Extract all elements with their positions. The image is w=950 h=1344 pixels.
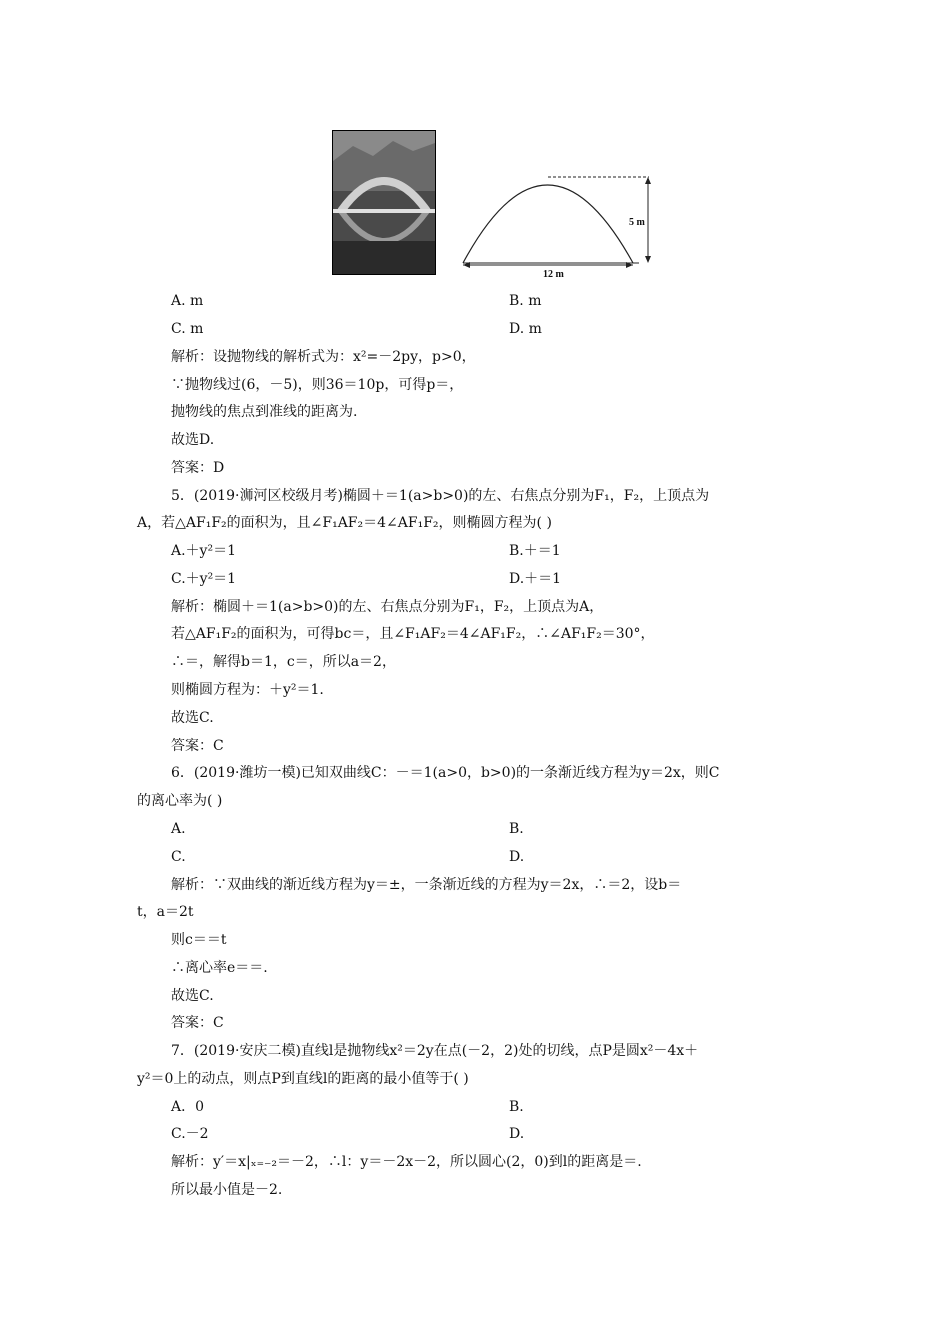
- q5-stem-line-2: A，若△AF₁F₂的面积为，且∠F₁AF₂＝4∠AF₁F₂，则椭圆方程为( ): [137, 515, 552, 531]
- q7-solution-line-1: 解析：y′＝x|ₓ₌₋₂＝－2，∴l：y＝－2x－2，所以圆心(2，0)到l的距离是＝.: [171, 1154, 642, 1170]
- q4-option-d: D. m: [509, 321, 542, 337]
- q6-option-a: A.: [171, 821, 186, 837]
- q4-option-c: C. m: [171, 321, 204, 337]
- q6-option-b: B.: [509, 821, 524, 837]
- q6-solution-line-1: 解析：∵双曲线的渐近线方程为y＝±，一条渐近线的方程为y＝2x，∴＝2，设b＝: [171, 877, 682, 893]
- q5-solution-line-2: 若△AF₁F₂的面积为，可得bc＝，且∠F₁AF₂＝4∠AF₁F₂，∴∠AF₁F₂＝30°，: [171, 626, 655, 642]
- q6-answer: 答案：C: [171, 1015, 224, 1031]
- q5-option-a: A.＋y²＝1: [171, 543, 236, 559]
- q5-option-d: D.＋＝1: [509, 571, 562, 587]
- q4-answer: 答案：D: [171, 460, 225, 476]
- q5-answer: 答案：C: [171, 738, 224, 754]
- q7-solution-line-2: 所以最小值是－2.: [171, 1182, 283, 1198]
- q5-solution-line-4: 则椭圆方程为：＋y²＝1.: [171, 682, 324, 698]
- q6-solution-line-4: ∴离心率e＝＝.: [171, 960, 268, 976]
- q4-solution-line-1: 解析：设抛物线的解析式为：x²=－2py，p>0，: [171, 349, 476, 365]
- q7-option-b: B.: [509, 1099, 524, 1115]
- q5-solution-line-3: ∴＝，解得b＝1，c＝，所以a＝2，: [171, 654, 396, 670]
- q6-solution-line-3: 则c＝＝t: [171, 932, 227, 948]
- q7-stem-line-1: 7．(2019·安庆二模)直线l是抛物线x²＝2y在点(－2，2)处的切线，点P是圆x²－4x＋: [171, 1043, 699, 1059]
- q6-stem-line-1: 6．(2019·潍坊一模)已知双曲线C：－＝1(a>0，b>0)的一条渐近线方程为y＝2x，则C: [171, 765, 720, 781]
- q6-solution-line-5: 故选C.: [171, 988, 214, 1004]
- q4-solution-line-4: 故选D.: [171, 432, 215, 448]
- q6-stem-line-2: 的离心率为( ): [137, 793, 223, 809]
- q4-option-a: A. m: [171, 293, 204, 309]
- q4-solution-line-2: ∵抛物线过(6，－5)，则36＝10p，可得p＝，: [171, 377, 464, 393]
- q6-solution-line-2: t，a＝2t: [137, 904, 194, 920]
- q4-option-b: B. m: [509, 293, 542, 309]
- q7-option-c: C.－2: [171, 1126, 209, 1142]
- q7-option-d: D.: [509, 1126, 525, 1142]
- parabola-arch-diagram: [455, 165, 665, 280]
- q5-option-b: B.＋＝1: [509, 543, 561, 559]
- q5-solution-line-1: 解析：椭圆＋＝1(a>b>0)的左、右焦点分别为F₁，F₂，上顶点为A，: [171, 599, 604, 615]
- width-label: 12 m: [543, 269, 564, 280]
- q5-solution-line-5: 故选C.: [171, 710, 214, 726]
- q6-option-c: C.: [171, 849, 186, 865]
- height-label: 5 m: [629, 217, 645, 228]
- q4-solution-line-3: 抛物线的焦点到准线的距离为.: [171, 404, 358, 420]
- bridge-photo: [332, 130, 436, 275]
- q7-option-a: A．0: [171, 1099, 205, 1115]
- q7-stem-line-2: y²＝0上的动点，则点P到直线l的距离的最小值等于( ): [137, 1071, 469, 1087]
- q5-option-c: C.＋y²＝1: [171, 571, 237, 587]
- q6-option-d: D.: [509, 849, 525, 865]
- q5-stem-line-1: 5．(2019·浉河区校级月考)椭圆＋＝1(a>b>0)的左、右焦点分别为F₁，F₂，上顶点为: [171, 488, 710, 504]
